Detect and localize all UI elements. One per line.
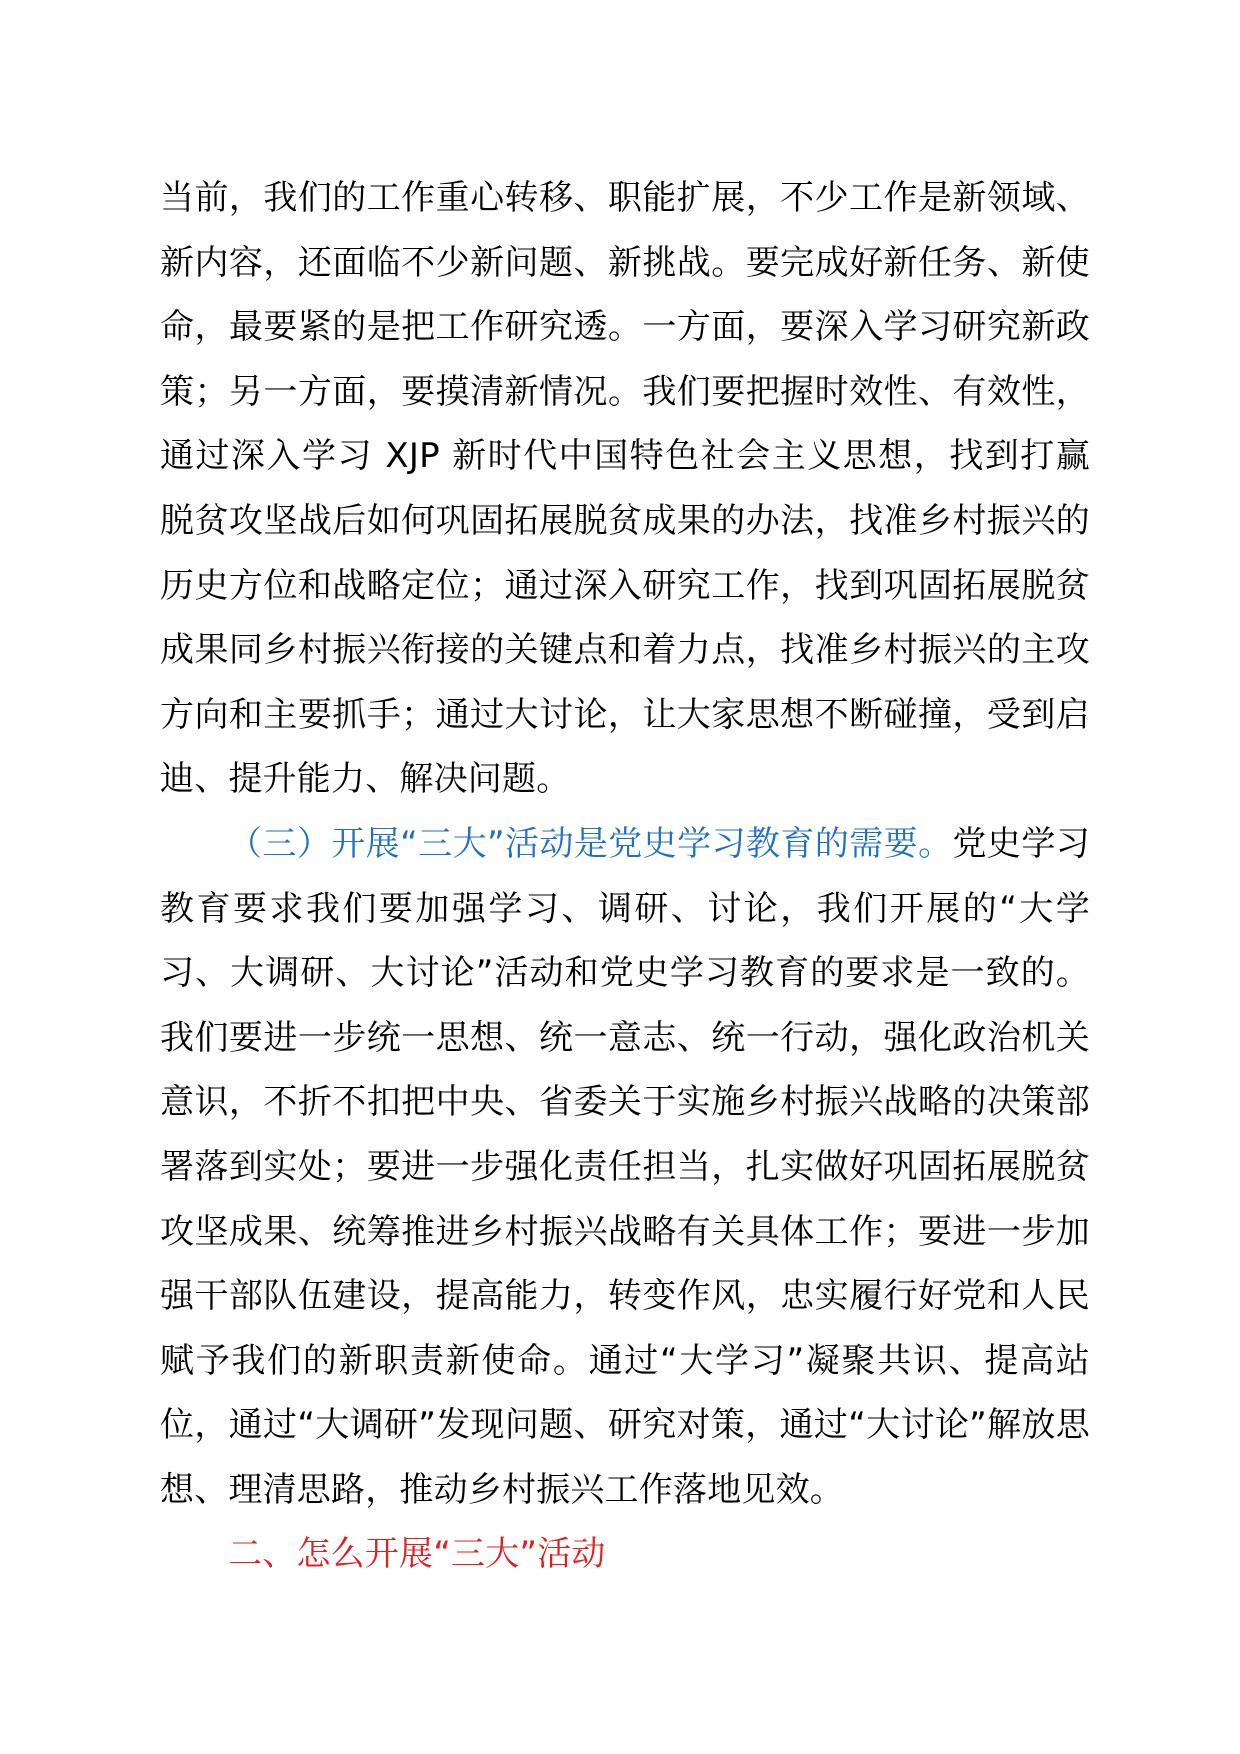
section-heading: 二、怎么开展“三大”活动 (228, 1534, 606, 1575)
subsection-body: 党史学习教育要求我们要加强学习、调研、讨论，我们开展的“大学习、大调研、大讨论”活动和党史学习教育的要求是一致的。我们要进一步统一思想、统一意志、统一行动，强化政治机关意识，不折不扣把中央、省委关于实施乡村振兴战略的决策部署落到实处；要进一步强化责任担当，扎实做好巩固拓展脱贫攻坚成果、统筹推进乡村振兴战略有关具体工作；要进一步加强干部队伍建设，提高能力，转变作风，忠实履行好党和人民赋予我们的新职责新使命。通过“大学习”凝聚共识、提高站位，通过“大调研”发现问题、研究对策，通过“大讨论”解放思想、理清思路，推动乡村振兴工作落地见效。 (160, 823, 1090, 1510)
body-paragraph-1: 当前，我们的工作重心转移、职能扩展，不少工作是新领域、新内容，还面临不少新问题、新挑战。要完成好新任务、新使命，最要紧的是把工作研究透。一方面，要深入学习研究新政策；另一方面，要摸清新情况。我们要把握时效性、有效性，通过深入学习 XJP 新时代中国特色社会主义思想，找到打赢脱贫攻坚战后如何巩固拓展脱贫成果的办法，找准乡村振兴的历史方位和战略定位；通过深入研究工作，找到巩固拓展脱贫成果同乡村振兴衔接的关键点和着力点，找准乡村振兴的主攻方向和主要抓手；通过大讨论，让大家思想不断碰撞，受到启迪、提升能力、解决问题。 (160, 178, 1090, 800)
body-paragraph-2 (160, 812, 1090, 1523)
subsection-heading: （三）开展“三大”活动是党史学习教育的需要。 (228, 823, 953, 864)
document-page (160, 166, 1090, 1587)
